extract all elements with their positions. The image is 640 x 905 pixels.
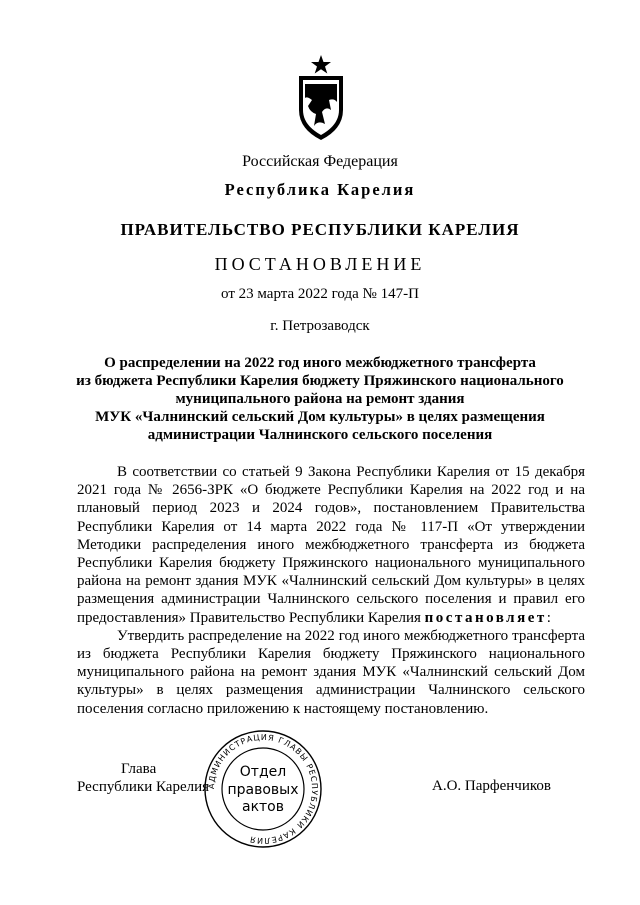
decree-colon: : xyxy=(546,609,551,626)
title-line: О распределении на 2022 год иного межбюджетного трансферта xyxy=(104,355,536,371)
document-city: г. Петрозаводск xyxy=(270,318,370,334)
government-name: ПРАВИТЕЛЬСТВО РЕСПУБЛИКИ КАРЕЛИЯ xyxy=(120,220,520,239)
body-paragraph-1 xyxy=(77,463,585,627)
stamp-line-2: правовых xyxy=(227,782,299,798)
stamp-line-1: Отдел xyxy=(239,764,287,780)
title-line: МУК «Чалнинский сельский Дом культуры» в целях размещения xyxy=(95,409,545,425)
star-icon xyxy=(311,55,331,74)
title-line: из бюджета Республики Карелия бюджету Пряжинского национального xyxy=(76,373,564,389)
document-title xyxy=(60,354,580,444)
document-date-number: от 23 марта 2022 года № 147-П xyxy=(221,286,419,302)
title-line: муниципального района на ремонт здания xyxy=(175,391,465,407)
federation-name: Российская Федерация xyxy=(242,153,398,170)
stamp-ring-text: АДМИНИСТРАЦИЯ ГЛАВЫ РЕСПУБЛИКИ КАРЕЛИЯ xyxy=(206,732,320,846)
paragraph-1-text: В соответствии со статьей 9 Закона Республики Карелия от 15 декабря 2021 года № 2656-ЗРК «О бюджете Республики Карелия на 2022 год и на плановый период 2023 и 2024 годов», постановлением Правительства Республики Карелия от 14 марта 2022 года № 117-П «От утверждении Методики распределения иного межбюджетного трансферта из бюджета Республики Карелия бюджету Пряжинского национального муниципального района на ремонт здания МУК «Чалнинский сельский Дом культуры» в целях размещения администрации Чалнинского сельского поселения и правил его предоставления» Правительство Республики Карелия xyxy=(77,464,585,626)
body-paragraph-2: Утвердить распределение на 2022 год иного межбюджетного трансферта из бюджета Республики Карелия бюджету Пряжинского национального муниципального района на ремонт здания МУК «Чалнинский сельский Дом культуры» в целях размещения администрации Чалнинского сельского поселения согласно приложению к настоящему постановлению. xyxy=(77,627,585,717)
coat-of-arms-emblem xyxy=(296,54,346,142)
stamp-line-3: актов xyxy=(241,799,285,815)
document-type: ПОСТАНОВЛЕНИЕ xyxy=(214,254,426,274)
legal-department-stamp xyxy=(203,729,323,849)
republic-name: Республика Карелия xyxy=(224,180,416,199)
title-line: администрации Чалнинского сельского поселения xyxy=(147,427,493,443)
document-body xyxy=(77,463,585,718)
decree-word: постановляет xyxy=(424,609,547,626)
signatory-name: А.О. Парфенчиков xyxy=(432,778,551,794)
signatory-title-line1: Глава xyxy=(121,761,157,777)
signatory-title-line2: Республики Карелия xyxy=(77,779,210,795)
signatory-title xyxy=(77,760,209,796)
